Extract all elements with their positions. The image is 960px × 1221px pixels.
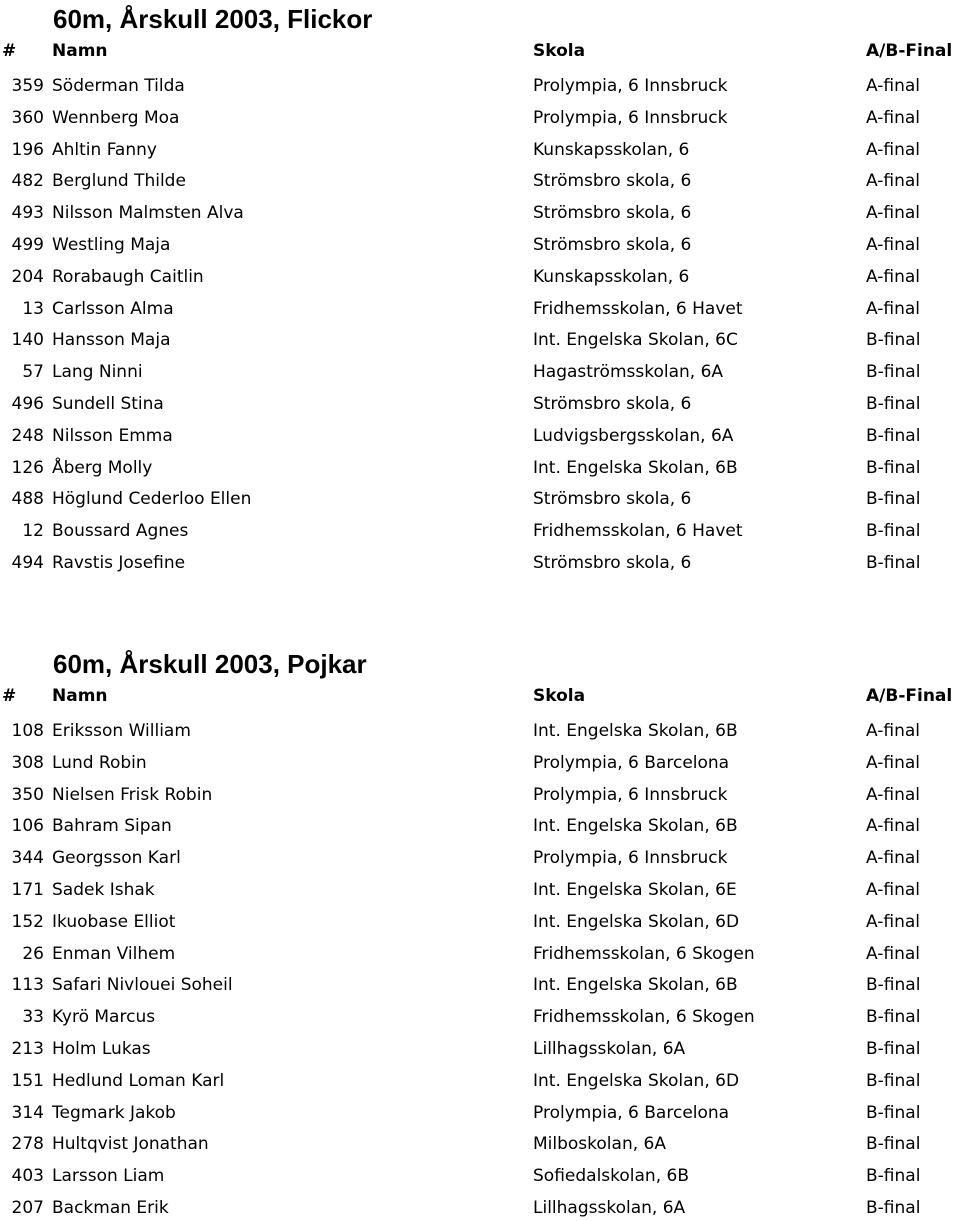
final-assignment: A-final (866, 140, 921, 160)
bib-number: 493 (11, 203, 44, 223)
athlete-name: Georgsson Karl (52, 848, 181, 868)
athlete-name: Enman Vilhem (52, 944, 176, 964)
athlete-name: Holm Lukas (52, 1039, 151, 1059)
school-name: Fridhemsskolan, 6 Skogen (533, 1007, 755, 1027)
table-row (0, 456, 960, 480)
school-name: Kunskapsskolan, 6 (533, 267, 690, 287)
header-name: Namn (52, 686, 108, 706)
school-name: Prolympia, 6 Barcelona (533, 753, 730, 773)
school-name: Strömsbro skola, 6 (533, 235, 692, 255)
bib-number: 314 (11, 1103, 44, 1123)
final-assignment: A-final (866, 267, 921, 287)
table-row (0, 201, 960, 225)
bib-number: 213 (11, 1039, 44, 1059)
table-row (0, 846, 960, 870)
final-assignment: A-final (866, 721, 921, 741)
table-row (0, 1069, 960, 1093)
athlete-name: Carlsson Alma (52, 299, 174, 319)
table-row (0, 878, 960, 902)
athlete-name: Lang Ninni (52, 362, 143, 382)
bib-number: 204 (11, 267, 44, 287)
final-assignment: A-final (866, 785, 921, 805)
athlete-name: Westling Maja (52, 235, 171, 255)
table-row (0, 814, 960, 838)
athlete-name: Ravstis Josefine (52, 553, 186, 573)
header-final: A/B-Final (866, 686, 953, 706)
school-name: Strömsbro skola, 6 (533, 394, 692, 414)
bib-number: 140 (11, 330, 44, 350)
table-row (0, 519, 960, 543)
header-final: A/B-Final (866, 41, 953, 61)
bib-number: 482 (11, 171, 44, 191)
bib-number: 126 (11, 458, 44, 478)
table-row (0, 1037, 960, 1061)
bib-number: 108 (11, 721, 44, 741)
athlete-name: Tegmark Jakob (52, 1103, 176, 1123)
athlete-name: Nilsson Malmsten Alva (52, 203, 244, 223)
school-name: Lillhagsskolan, 6A (533, 1198, 686, 1218)
athlete-name: Ahltin Fanny (52, 140, 157, 160)
final-assignment: B-final (866, 1166, 921, 1186)
final-assignment: A-final (866, 848, 921, 868)
school-name: Int. Engelska Skolan, 6E (533, 880, 737, 900)
final-assignment: A-final (866, 108, 921, 128)
athlete-name: Larsson Liam (52, 1166, 165, 1186)
final-assignment: A-final (866, 235, 921, 255)
bib-number: 13 (22, 299, 44, 319)
final-assignment: B-final (866, 458, 921, 478)
school-name: Ludvigsbergsskolan, 6A (533, 426, 734, 446)
bib-number: 308 (11, 753, 44, 773)
athlete-name: Nielsen Frisk Robin (52, 785, 213, 805)
final-assignment: A-final (866, 753, 921, 773)
school-name: Int. Engelska Skolan, 6D (533, 912, 740, 932)
athlete-name: Safari Nivlouei Soheil (52, 975, 233, 995)
table-row (0, 487, 960, 511)
bib-number: 106 (11, 816, 44, 836)
school-name: Milboskolan, 6A (533, 1134, 666, 1154)
header-number: # (2, 41, 17, 61)
bib-number: 248 (11, 426, 44, 446)
table-row (0, 328, 960, 352)
final-assignment: B-final (866, 553, 921, 573)
final-assignment: B-final (866, 975, 921, 995)
table-row (0, 551, 960, 575)
athlete-name: Söderman Tilda (52, 76, 185, 96)
athlete-name: Berglund Thilde (52, 171, 186, 191)
school-name: Int. Engelska Skolan, 6B (533, 816, 738, 836)
school-name: Prolympia, 6 Innsbruck (533, 76, 728, 96)
athlete-name: Wennberg Moa (52, 108, 180, 128)
athlete-name: Hansson Maja (52, 330, 171, 350)
school-name: Int. Engelska Skolan, 6B (533, 458, 738, 478)
table-row (0, 1164, 960, 1188)
final-assignment: B-final (866, 1134, 921, 1154)
school-name: Kunskapsskolan, 6 (533, 140, 690, 160)
athlete-name: Sadek Ishak (52, 880, 155, 900)
bib-number: 499 (11, 235, 44, 255)
table-row (0, 169, 960, 193)
table-row (0, 942, 960, 966)
bib-number: 207 (11, 1198, 44, 1218)
final-assignment: A-final (866, 76, 921, 96)
school-name: Int. Engelska Skolan, 6D (533, 1071, 740, 1091)
athlete-name: Backman Erik (52, 1198, 169, 1218)
bib-number: 359 (11, 76, 44, 96)
school-name: Prolympia, 6 Innsbruck (533, 848, 728, 868)
bib-number: 152 (11, 912, 44, 932)
section-title: 60m, Årskull 2003, Flickor (53, 4, 373, 34)
athlete-name: Höglund Cederloo Ellen (52, 489, 252, 509)
final-assignment: B-final (866, 426, 921, 446)
final-assignment: B-final (866, 521, 921, 541)
bib-number: 171 (11, 880, 44, 900)
athlete-name: Lund Robin (52, 753, 147, 773)
bib-number: 151 (11, 1071, 44, 1091)
final-assignment: B-final (866, 1039, 921, 1059)
school-name: Fridhemsskolan, 6 Havet (533, 299, 743, 319)
final-assignment: A-final (866, 912, 921, 932)
table-row (0, 360, 960, 384)
table-row (0, 265, 960, 289)
athlete-name: Åberg Molly (52, 458, 153, 478)
table-row (0, 783, 960, 807)
header-school: Skola (533, 686, 586, 706)
table-header (0, 39, 960, 63)
school-name: Strömsbro skola, 6 (533, 553, 692, 573)
school-name: Int. Engelska Skolan, 6B (533, 975, 738, 995)
athlete-name: Kyrö Marcus (52, 1007, 156, 1027)
school-name: Strömsbro skola, 6 (533, 203, 692, 223)
athlete-name: Ikuobase Elliot (52, 912, 176, 932)
header-number: # (2, 686, 17, 706)
athlete-name: Hultqvist Jonathan (52, 1134, 209, 1154)
bib-number: 494 (11, 553, 44, 573)
athlete-name: Hedlund Loman Karl (52, 1071, 225, 1091)
school-name: Prolympia, 6 Barcelona (533, 1103, 730, 1123)
final-assignment: B-final (866, 489, 921, 509)
final-assignment: B-final (866, 330, 921, 350)
table-row (0, 1101, 960, 1125)
bib-number: 196 (11, 140, 44, 160)
final-assignment: B-final (866, 1103, 921, 1123)
final-assignment: A-final (866, 203, 921, 223)
final-assignment: B-final (866, 1198, 921, 1218)
final-assignment: B-final (866, 394, 921, 414)
school-name: Int. Engelska Skolan, 6C (533, 330, 738, 350)
table-row (0, 233, 960, 257)
bib-number: 344 (11, 848, 44, 868)
final-assignment: A-final (866, 944, 921, 964)
school-name: Prolympia, 6 Innsbruck (533, 785, 728, 805)
school-name: Prolympia, 6 Innsbruck (533, 108, 728, 128)
school-name: Fridhemsskolan, 6 Havet (533, 521, 743, 541)
school-name: Strömsbro skola, 6 (533, 171, 692, 191)
athlete-name: Rorabaugh Caitlin (52, 267, 204, 287)
table-row (0, 106, 960, 130)
table-row (0, 74, 960, 98)
table-row (0, 973, 960, 997)
bib-number: 496 (11, 394, 44, 414)
final-assignment: B-final (866, 1071, 921, 1091)
table-row (0, 719, 960, 743)
table-row (0, 910, 960, 934)
bib-number: 57 (22, 362, 44, 382)
final-assignment: A-final (866, 171, 921, 191)
section-title: 60m, Årskull 2003, Pojkar (53, 649, 367, 679)
bib-number: 278 (11, 1134, 44, 1154)
athlete-name: Eriksson William (52, 721, 191, 741)
bib-number: 33 (22, 1007, 44, 1027)
school-name: Int. Engelska Skolan, 6B (533, 721, 738, 741)
table-row (0, 1132, 960, 1156)
header-name: Namn (52, 41, 108, 61)
table-row (0, 297, 960, 321)
final-assignment: A-final (866, 816, 921, 836)
bib-number: 113 (11, 975, 44, 995)
table-row (0, 138, 960, 162)
bib-number: 12 (22, 521, 44, 541)
table-header (0, 684, 960, 708)
table-row (0, 1005, 960, 1029)
athlete-name: Bahram Sipan (52, 816, 172, 836)
bib-number: 403 (11, 1166, 44, 1186)
final-assignment: A-final (866, 299, 921, 319)
school-name: Lillhagsskolan, 6A (533, 1039, 686, 1059)
final-assignment: B-final (866, 362, 921, 382)
school-name: Fridhemsskolan, 6 Skogen (533, 944, 755, 964)
table-row (0, 392, 960, 416)
athlete-name: Sundell Stina (52, 394, 164, 414)
bib-number: 360 (11, 108, 44, 128)
bib-number: 488 (11, 489, 44, 509)
school-name: Strömsbro skola, 6 (533, 489, 692, 509)
school-name: Sofiedalskolan, 6B (533, 1166, 689, 1186)
athlete-name: Nilsson Emma (52, 426, 173, 446)
final-assignment: A-final (866, 880, 921, 900)
table-row (0, 1196, 960, 1220)
bib-number: 26 (22, 944, 44, 964)
table-row (0, 751, 960, 775)
bib-number: 350 (11, 785, 44, 805)
header-school: Skola (533, 41, 586, 61)
athlete-name: Boussard Agnes (52, 521, 189, 541)
final-assignment: B-final (866, 1007, 921, 1027)
table-row (0, 424, 960, 448)
school-name: Hagaströmsskolan, 6A (533, 362, 724, 382)
